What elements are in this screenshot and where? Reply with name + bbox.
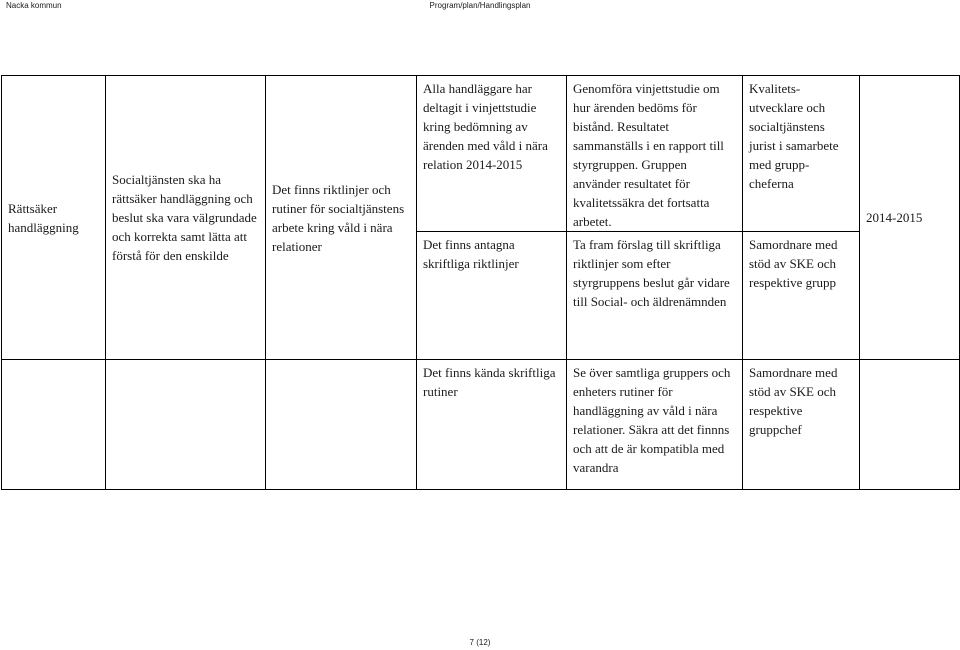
action-plan-table: [1, 75, 960, 490]
timeframe-cell: 2014-2015: [860, 76, 960, 360]
responsible-cell-1: Kvalitets-utvecklare och socialtjänstens jurist i samarbete med grupp-cheferna: [743, 76, 860, 232]
activity-cell-3: Se över samtliga gruppers och enheters rutiner för handläggning av våld i nära relationer. Säkra att det finnns och att de är kompatibla med varandra: [567, 360, 743, 490]
empty-cell-1: [2, 360, 106, 490]
goal-area-cell: Rättsäker handläggning: [2, 76, 106, 360]
goal-description-cell: Socialtjänsten ska ha rättsäker handläggning och beslut ska vara välgrundade och korrekta samt lätta att förstå för den enskilde: [106, 76, 266, 360]
header-organization: Nacka kommun: [6, 1, 62, 10]
responsible-cell-2: Samordnare med stöd av SKE och respektive grupp: [743, 232, 860, 360]
responsible-cell-3: Samordnare med stöd av SKE och respektive gruppchef: [743, 360, 860, 490]
indicator-cell-1: Alla handläggare har deltagit i vinjettstudie kring bedömning av ärenden med våld i nära relation 2014-2015: [417, 76, 567, 232]
header-document-type: Program/plan/Handlingsplan: [429, 1, 531, 10]
empty-cell-3: [266, 360, 417, 490]
page-number: 7 (12): [469, 638, 491, 647]
empty-cell-4: [860, 360, 960, 490]
activity-cell-1: Genomföra vinjettstudie om hur ärenden bedöms för bistånd. Resultatet sammanställs i en rapport till styrgruppen. Gruppen använder resultatet för kvalitetssäkra det fortsatta arbetet.: [567, 76, 743, 232]
indicator-cell-2: Det finns antagna skriftliga riktlinjer: [417, 232, 567, 360]
objective-cell: Det finns riktlinjer och rutiner för socialtjänstens arbete kring våld i nära relationer: [266, 76, 417, 360]
activity-cell-2: Ta fram förslag till skriftliga riktlinjer som efter styrgruppens beslut går vidare till Social- och äldrenämnden: [567, 232, 743, 360]
empty-cell-2: [106, 360, 266, 490]
indicator-cell-3: Det finns kända skriftliga rutiner: [417, 360, 567, 490]
page-header: [0, 0, 960, 14]
